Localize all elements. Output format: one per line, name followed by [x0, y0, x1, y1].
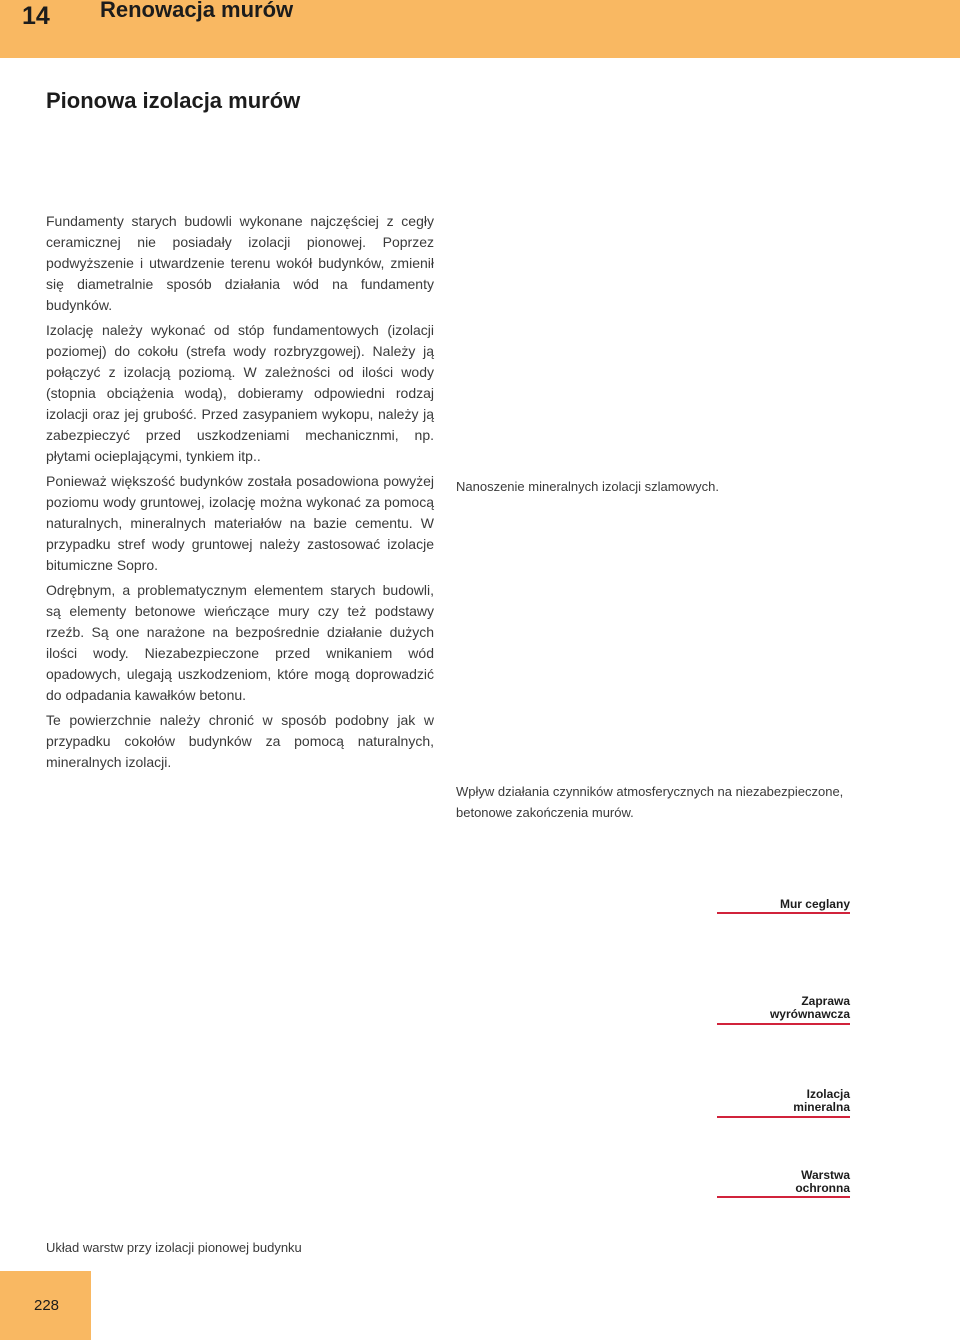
section-title: Pionowa izolacja murów	[46, 88, 301, 113]
paragraph-mineral-insulation: Ponieważ większość budynków została posadowiona powyżej poziomu wody gruntowej, izolację można wykonać za pomocą naturalnych, mineralnych materiałów na bazie cementu. W przypadku stref wody gruntowej należy zastosować izolacje bitumiczne Sopro.	[46, 473, 434, 573]
layer-label-protective-layer-line1: Warstwa	[801, 1168, 850, 1182]
layer-label-leveling-mortar-line2: wyrównawcza	[769, 1007, 850, 1021]
caption-slurry-application: Nanoszenie mineralnych izolacji szlamowych.	[456, 479, 719, 494]
paragraph-insulation-scope: Izolację należy wykonać od stóp fundamentowych (izolacji poziomej) do cokołu (strefa wody rozbryzgowej). Należy ją połączyć z izolacją poziomą. W zależności od ilości wody (stopnia obciążenia wodą), dobieramy odpowiedni rodzaj izolacji oraz jej grubość. Przed zasypaniem wykopu, należy ją zabezpieczyć przed uszkodzeniami mechanicznmi, np. płytami ocieplającymi, tynkiem itp..	[46, 322, 434, 464]
layer-label-leveling-mortar-line1: Zaprawa	[801, 994, 850, 1008]
layer-line-protective-layer	[717, 1196, 850, 1198]
page-number: 228	[34, 1297, 60, 1314]
layer-line-mineral-insulation	[717, 1116, 850, 1118]
layer-line-brick-wall	[717, 912, 850, 914]
layer-label-protective-layer-line2: ochronna	[795, 1181, 850, 1195]
chapter-header-bar	[0, 0, 960, 58]
layer-line-leveling-mortar	[717, 1023, 850, 1025]
paragraph-foundations: Fundamenty starych budowli wykonane najczęściej z cegły ceramicznej nie posiadały izolacji pionowej. Poprzez podwyższenie i utwardzenie terenu wokół budynków, zmienił się diametralnie sposób działania wód na fundamenty budynków.	[46, 213, 434, 313]
caption-layer-arrangement: Układ warstw przy izolacji pionowej budynku	[46, 1240, 302, 1255]
layer-label-leveling-mortar	[716, 995, 850, 1021]
body-text-column	[46, 211, 434, 777]
layer-label-mineral-insulation	[716, 1088, 850, 1114]
paragraph-concrete-elements: Odrębnym, a problematycznym elementem starych budowli, są elementy betonowe wieńczące mury czy też podstawy rzeźb. Są one narażone na bezpośrednie działanie dużych ilości wody. Niezabezpieczone przed wnikaniem wód opadowych, ulegają uszkodzeniom, które mogą doprowadzić do odpadania kawałków betonu.	[46, 582, 434, 703]
layer-label-brick-wall	[716, 898, 850, 911]
chapter-title: Renowacja murów	[100, 0, 294, 22]
chapter-number: 14	[22, 2, 50, 30]
caption-weathering: Wpływ działania czynników atmosferycznych na niezabezpieczone, betonowe zakończenia murów.	[456, 784, 844, 820]
paragraph-protection: Te powierzchnie należy chronić w sposób podobny jak w przypadku cokołów budynków za pomocą naturalnych, mineralnych izolacji.	[46, 712, 434, 770]
layer-label-protective-layer	[716, 1169, 850, 1195]
layer-label-mineral-insulation-line2: mineralna	[793, 1100, 850, 1114]
layer-label-brick-wall-text: Mur ceglany	[779, 897, 850, 911]
layer-label-mineral-insulation-line1: Izolacja	[806, 1087, 850, 1101]
